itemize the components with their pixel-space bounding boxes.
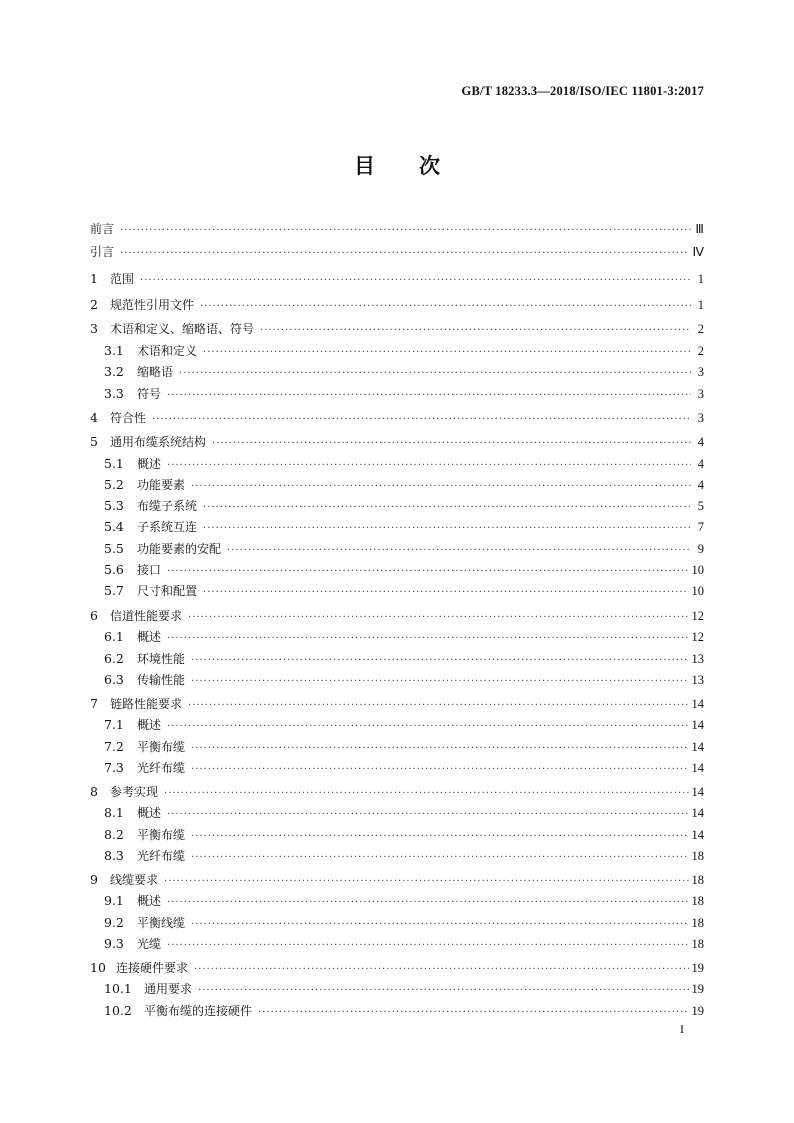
toc-entry-text: 平衡布缆的连接硬件 (144, 1004, 253, 1018)
toc-entry[interactable] (90, 826, 704, 846)
toc-entry-number: 7.1 (104, 717, 124, 732)
toc-entry-page: 19 (691, 1004, 704, 1018)
leader-dots (167, 633, 688, 644)
leader-dots (164, 788, 688, 799)
toc-entry-page: 3 (697, 387, 704, 401)
toc-entry-number: 10.2 (104, 1003, 132, 1018)
toc-entry-page: 14 (691, 806, 704, 820)
leader-dots (167, 721, 688, 732)
toc-entry[interactable] (90, 455, 704, 475)
leader-dots (191, 676, 688, 687)
toc-entry[interactable] (90, 385, 704, 405)
toc-entry-number: 5.5 (104, 541, 124, 556)
leader-dots (203, 502, 691, 513)
toc-entry-number: 5 (90, 434, 98, 449)
toc-entry-text: 光纤布缆 (137, 849, 186, 863)
toc-entry-text: 光缆 (137, 937, 162, 951)
toc-entry[interactable] (90, 363, 704, 383)
toc-entry-text: 前言 (90, 222, 115, 236)
leader-dots (167, 390, 691, 401)
leader-dots (120, 248, 689, 259)
toc-entry-page: Ⅲ (695, 222, 704, 236)
page-number: I (680, 1022, 684, 1036)
toc-entry[interactable] (90, 738, 704, 758)
leader-dots (164, 876, 688, 887)
toc-entry[interactable] (90, 409, 704, 429)
toc-entry-number: 2 (90, 297, 98, 312)
leader-dots (167, 566, 688, 577)
toc-entry[interactable] (90, 220, 704, 240)
toc-entry-page: 18 (691, 849, 704, 863)
toc-entry-page: 12 (691, 630, 704, 644)
title-char-2: 次 (419, 154, 440, 178)
toc-entry-text: 术语和定义、缩略语、符号 (110, 322, 255, 336)
toc-entry-text: 环境性能 (137, 652, 186, 666)
toc-entry[interactable] (90, 561, 704, 581)
toc-entry-page: 19 (691, 961, 704, 975)
toc-entry[interactable] (90, 540, 704, 560)
toc-entry[interactable] (90, 628, 704, 648)
toc-entry[interactable] (90, 243, 704, 263)
toc-entry-number: 3 (90, 321, 98, 336)
toc-entry-text: 光纤布缆 (137, 761, 186, 775)
toc-entry-text: 引言 (90, 245, 115, 259)
leader-dots (258, 1007, 688, 1018)
leader-dots (191, 481, 691, 492)
toc-entry[interactable] (90, 433, 704, 453)
toc-entry-text: 平衡布缆 (137, 740, 186, 754)
leader-dots (191, 764, 688, 775)
toc-entry-text: 参考实现 (110, 785, 159, 799)
leader-dots (152, 414, 691, 425)
toc-entry-number: 5.3 (104, 498, 124, 513)
toc-entry-page: 13 (691, 673, 704, 687)
leader-dots (200, 301, 691, 312)
toc-entry-page: 5 (697, 499, 704, 513)
toc-entry-page: 12 (691, 609, 704, 623)
toc-entry[interactable] (90, 650, 704, 670)
leader-dots (140, 275, 691, 286)
toc-entry-text: 布缆子系统 (137, 499, 198, 513)
leader-dots (120, 225, 691, 236)
toc-entry-text: 通用要求 (144, 982, 193, 996)
toc-entry[interactable] (90, 518, 704, 538)
toc-entry-number: 3.3 (104, 386, 124, 401)
toc-entry-page: 4 (697, 435, 704, 449)
toc-entry-text: 接口 (137, 563, 162, 577)
toc-entry-text: 子系统互连 (137, 520, 198, 534)
toc-entry[interactable] (90, 871, 704, 891)
leader-dots (194, 964, 688, 975)
toc-entry[interactable] (90, 914, 704, 934)
toc-entry[interactable] (90, 1002, 704, 1022)
toc-entry-text: 功能要素的安配 (137, 542, 222, 556)
toc-entry-number: 8.3 (104, 848, 124, 863)
title-char-1: 目 (354, 154, 375, 178)
toc-entry-text: 平衡线缆 (137, 916, 186, 930)
toc-entry-text: 缩略语 (137, 365, 174, 379)
toc-entry-page: 10 (691, 563, 704, 577)
toc-entry-text: 信道性能要求 (110, 609, 183, 623)
toc-entry-text: 尺寸和配置 (137, 584, 198, 598)
leader-dots (227, 545, 691, 556)
toc-entry-page: 13 (691, 652, 704, 666)
leader-dots (260, 325, 691, 336)
toc-entry-text: 链路性能要求 (110, 697, 183, 711)
leader-dots (203, 347, 691, 358)
toc-entry-page: 3 (697, 411, 704, 425)
toc-entry-text: 术语和定义 (137, 344, 198, 358)
toc-entry-number: 6.3 (104, 672, 124, 687)
leader-dots (191, 831, 688, 842)
leader-dots (167, 940, 688, 951)
toc-entry-page: 14 (691, 761, 704, 775)
leader-dots (188, 700, 688, 711)
leader-dots (198, 985, 688, 996)
toc-entry[interactable] (90, 671, 704, 691)
toc-entry-number: 9.3 (104, 936, 124, 951)
toc-entry-text: 概述 (137, 894, 162, 908)
toc-entry-number: 8.1 (104, 805, 124, 820)
leader-dots (191, 852, 688, 863)
leader-dots (191, 655, 688, 666)
toc-entry-text: 概述 (137, 806, 162, 820)
toc-entry-page: 18 (691, 873, 704, 887)
toc-entry-number: 9 (90, 872, 98, 887)
leader-dots (188, 612, 688, 623)
toc-entry-number: 5.6 (104, 562, 124, 577)
toc-entry-number: 7 (90, 696, 98, 711)
toc-entry-page: 7 (697, 520, 704, 534)
toc-entry-page: 3 (697, 365, 704, 379)
toc-entry[interactable] (90, 804, 704, 824)
toc-entry-page: 19 (691, 982, 704, 996)
leader-dots (203, 523, 691, 534)
toc-entry-page: 9 (697, 542, 704, 556)
toc-entry-page: 4 (697, 457, 704, 471)
toc-entry[interactable] (90, 783, 704, 803)
toc-entry[interactable] (90, 342, 704, 362)
leader-dots (203, 587, 688, 598)
toc-entry-number: 5.1 (104, 456, 124, 471)
leader-dots (212, 438, 691, 449)
toc-entry-number: 1 (90, 271, 98, 286)
toc-entry-page: 4 (697, 478, 704, 492)
toc-entry-text: 符号 (137, 387, 162, 401)
toc-entry-text: 线缆要求 (110, 873, 159, 887)
toc-entry-page: 14 (691, 785, 704, 799)
toc-entry-text: 传输性能 (137, 673, 186, 687)
page-title (0, 150, 794, 180)
toc-entry-page: Ⅳ (692, 245, 704, 259)
toc-entry[interactable] (90, 497, 704, 517)
toc-entry-page: 2 (697, 344, 704, 358)
toc-entry-number: 9.2 (104, 915, 124, 930)
leader-dots (167, 897, 688, 908)
toc-entry-number: 6.2 (104, 651, 124, 666)
toc-entry[interactable] (90, 270, 704, 290)
toc-entry-page: 18 (691, 894, 704, 908)
toc-entry-number: 3.1 (104, 343, 124, 358)
toc-entry-text: 功能要素 (137, 478, 186, 492)
toc-entry-number: 8 (90, 784, 98, 799)
toc-entry-text: 符合性 (110, 411, 147, 425)
toc-entry-text: 连接硬件要求 (116, 961, 189, 975)
toc-entry-number: 8.2 (104, 827, 124, 842)
toc-entry[interactable] (90, 716, 704, 736)
leader-dots (191, 743, 688, 754)
toc-entry[interactable] (90, 296, 704, 316)
toc-entry[interactable] (90, 476, 704, 496)
standard-code: GB/T 18233.3—2018/ISO/IEC 11801-3:2017 (461, 84, 704, 98)
toc-entry-text: 范围 (110, 272, 135, 286)
toc-entry-page: 10 (691, 584, 704, 598)
toc-entry[interactable] (90, 607, 704, 627)
toc-entry-page: 18 (691, 916, 704, 930)
toc-entry-text: 概述 (137, 630, 162, 644)
toc-entry-page: 14 (691, 697, 704, 711)
toc-entry-number: 4 (90, 410, 98, 425)
toc-entry-text: 通用布缆系统结构 (110, 435, 207, 449)
toc-entry[interactable] (90, 582, 704, 602)
toc-entry-number: 5.2 (104, 477, 124, 492)
leader-dots (167, 460, 691, 471)
toc-entry[interactable] (90, 320, 704, 340)
toc-entry[interactable] (90, 695, 704, 715)
toc-entry-text: 概述 (137, 718, 162, 732)
toc-entry-number: 6 (90, 608, 98, 623)
toc-entry-number: 7.3 (104, 760, 124, 775)
toc-entry-number: 9.1 (104, 893, 124, 908)
leader-dots (167, 809, 688, 820)
toc-entry[interactable] (90, 847, 704, 867)
toc-entry-text: 概述 (137, 457, 162, 471)
toc-entry-number: 5.7 (104, 583, 124, 598)
toc-entry-number: 3.2 (104, 364, 124, 379)
toc-entry-page: 2 (697, 322, 704, 336)
toc-entry-page: 14 (691, 740, 704, 754)
toc-entry-text: 规范性引用文件 (110, 298, 195, 312)
toc-entry-number: 7.2 (104, 739, 124, 754)
toc-entry-text: 平衡布缆 (137, 828, 186, 842)
toc-entry-page: 1 (697, 298, 704, 312)
toc-entry[interactable] (90, 980, 704, 1000)
toc-entry-number: 6.1 (104, 629, 124, 644)
toc-entry-page: 18 (691, 937, 704, 951)
toc-entry[interactable] (90, 759, 704, 779)
toc-entry-number: 5.4 (104, 519, 124, 534)
toc-entry-page: 14 (691, 718, 704, 732)
toc-entry[interactable] (90, 892, 704, 912)
toc-entry-page: 14 (691, 828, 704, 842)
toc-entry-number: 10.1 (104, 981, 132, 996)
leader-dots (179, 368, 691, 379)
toc-entry-number: 10 (90, 960, 106, 975)
leader-dots (191, 919, 688, 930)
toc-entry-page: 1 (697, 272, 704, 286)
toc-entry[interactable] (90, 959, 704, 979)
toc-entry[interactable] (90, 935, 704, 955)
